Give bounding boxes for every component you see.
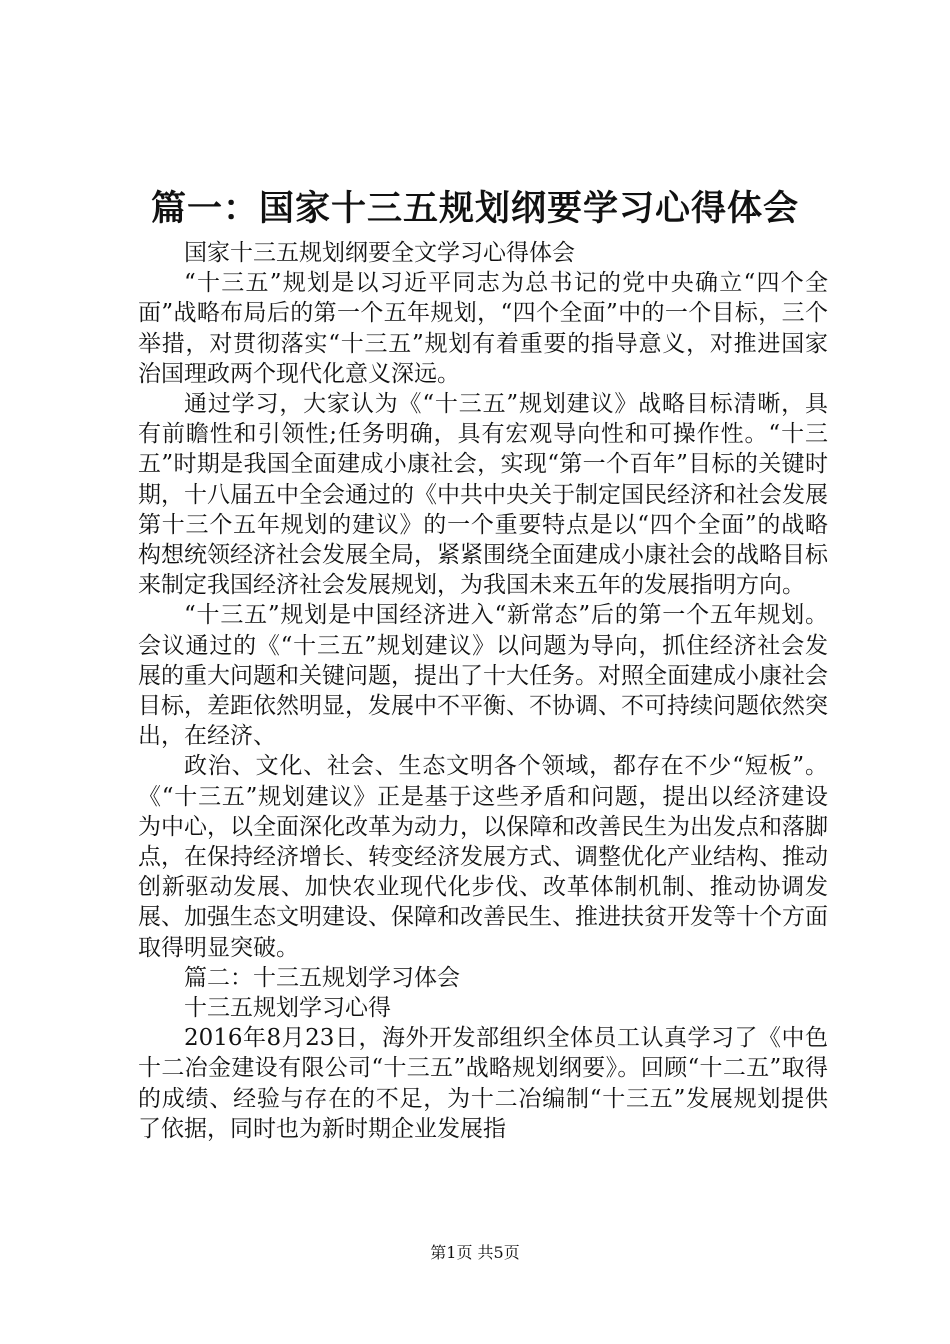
document-body [138, 238, 828, 1144]
paragraph: 通过学习，大家认为《“十三五”规划建议》战略目标清晰，具有前瞻性和引领性;任务明确，具有宏观导向性和可操作性。“十三五”时期是我国全面建成小康社会，实现“第一个百年”目标的关键时期，十八届五中全会通过的《中共中央关于制定国民经济和社会发展第十三个五年规划的建议》的一个重要特点是以“四个全面”的战略构想统领经济社会发展全局，紧紧围绕全面建成小康社会的战略目标来制定我国经济社会发展规划，为我国未来五年的发展指明方向。 [138, 391, 828, 599]
paragraph: “十三五”规划是中国经济进入“新常态”后的第一个五年规划。会议通过的《“十三五”规划建议》以问题为导向，抓住经济社会发展的重大问题和关键问题，提出了十大任务。对照全面建成小康社会目标，差距依然明显，发展中不平衡、不协调、不可持续问题依然突出，在经济、 [138, 602, 828, 750]
paragraph: “十三五”规划是以习近平同志为总书记的党中央确立“四个全面”战略布局后的第一个五年规划，“四个全面”中的一个目标，三个举措，对贯彻落实“十三五”规划有着重要的指导意义，对推进国家治国理政两个现代化意义深远。 [138, 270, 828, 387]
paragraph: 2016年8月23日，海外开发部组织全体员工认真学习了《中色十二冶金建设有限公司“十三五”战略规划纲要》。回顾“十二五”取得的成绩、经验与存在的不足，为十二冶编制“十三五”发展规划提供了依据，同时也为新时期企业发展指 [138, 1025, 828, 1142]
section-subtitle: 十三五规划学习心得 [184, 995, 391, 1022]
section-heading: 篇二：十三五规划学习体会 [184, 964, 460, 991]
page-footer: 第1页 共5页 [430, 1243, 520, 1262]
paragraph-subtitle: 国家十三五规划纲要全文学习心得体会 [184, 240, 575, 266]
paragraph: 政治、文化、社会、生态文明各个领域，都存在不少“短板”。《“十三五”规划建议》正是基于这些矛盾和问题，提出以经济建设为中心，以全面深化改革为动力，以保障和改善民生为出发点和落脚点，在保持经济增长、转变经济发展方式、调整优化产业结构、推动创新驱动发展、加快农业现代化步伐、改革体制机制、推动协调发展、加强生态文明建设、保障和改善民生、推进扶贫开发等十个方面取得明显突破。 [138, 753, 828, 961]
document-title: 篇一：国家十三五规划纲要学习心得体会 [150, 188, 799, 229]
